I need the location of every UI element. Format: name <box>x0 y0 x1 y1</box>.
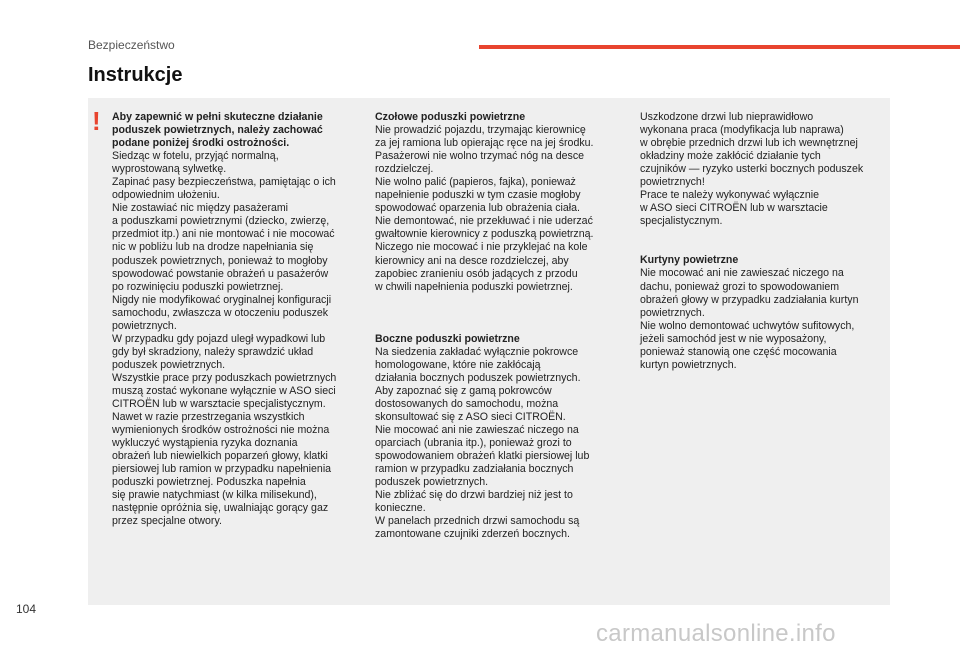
column-doors-curtains <box>640 111 896 372</box>
curtain-airbags-text: Nie mocować ani nie zawieszać niczego na dachu, ponieważ grozi to spowodowaniem obrażeń głowy w przypadku zadziałania kurtyn powietrznych. Nie wolno demontować uchwytów sufitowych, jeżeli samochód jest w nie wyposażony, ponieważ stanowią one część mocowania kurtyn powietrznych. <box>640 267 859 371</box>
precautions-heading: Aby zapewnić w pełni skuteczne działanie poduszek powietrznych, należy zachować podane poniżej środki ostrożności. <box>112 111 323 150</box>
column-precautions <box>112 111 368 529</box>
column-front-side-airbags <box>375 111 631 541</box>
front-airbags-text: Nie prowadzić pojazdu, trzymając kierownicę za jej ramiona lub opierając ręce na jej środku. Pasażerowi nie wolno trzymać nóg na desce rozdzielczej. Nie wolno palić (papieros, fajka), ponieważ napełnienie poduszki w tym czasie mogłoby spowodować oparzenia lub obrażenia ciała. Nie demontować, nie przekłuwać i nie uderzać gwałtownie kierownicy z poduszką powietrzną. Niczego nie mocować i nie przyklejać na kole kierownicy ani na desce rozdzielczej, aby zapobiec zranieniu osób jadących z przodu w chwili napełnienia poduszki powietrznej. <box>375 124 594 293</box>
page-title: Instrukcje <box>88 64 183 86</box>
header-accent-bar <box>479 45 960 49</box>
section-label: Bezpieczeństwo <box>88 38 175 52</box>
side-airbags-text: Na siedzenia zakładać wyłącznie pokrowce homologowane, które nie zakłócają działania bocznych poduszek powietrznych. Aby zapoznać się z gamą pokrowców dostosowanych do samochodu, można skonsultować się z ASO sieci CITROËN. Nie mocować ani nie zawieszać niczego na oparciach (ubrania itp.), ponieważ grozi to spowodowaniem obrażeń klatki piersiowej lub ramion w przypadku zadziałania bocznych poduszek powietrznych. Nie zbliżać się do drzwi bardziej niż jest to konieczne. W panelach przednich drzwi samochodu są zamontowane czujniki zderzeń bocznych. <box>375 345 590 541</box>
watermark-text: carmanualsonline.info <box>596 620 836 647</box>
page-number: 104 <box>16 602 37 616</box>
warning-exclamation-icon: ! <box>92 106 101 136</box>
side-airbags-heading: Boczne poduszki powietrzne <box>375 332 520 345</box>
front-airbags-heading: Czołowe poduszki powietrzne <box>375 111 526 123</box>
doors-text: Uszkodzone drzwi lub nieprawidłowo wykonana praca (modyfikacja lub naprawa) w obrębie przednich drzwi lub ich wewnętrznej okładziny może zakłócić działanie tych czujników — ryzyko usterki bocznych poduszek powietrznych! Prace te należy wykonywać wyłącznie w ASO sieci CITROËN lub w warsztacie specjalistycznym. <box>640 111 864 228</box>
curtain-airbags-heading: Kurtyny powietrzne <box>640 254 739 267</box>
precautions-text: Siedząc w fotelu, przyjąć normalną, wyprostowaną sylwetkę. Zapinać pasy bezpieczeństwa, pamiętając o ich odpowiednim ułożeniu. Nie zostawiać nic między pasażerami a poduszkami powietrznymi (dziecko, zwierzę, przedmiot itp.) ani nie montować i nie mocować nic w pobliżu lub na drodze napełniania się poduszek powietrznych, ponieważ to mogłoby spowodować powstanie obrażeń u pasażerów po rozwinięciu poduszki powietrznej. Nigdy nie modyfikować oryginalnej konfiguracji samochodu, zwłaszcza w otoczeniu poduszek powietrznych. W przypadku gdy pojazd uległ wypadkowi lub gdy był skradziony, należy sprawdzić układ poduszek powietrznych. Wszystkie prace przy poduszkach powietrznych muszą zostać wykonane wyłącznie w ASO sieci CITROËN lub w warsztacie specjalistycznym. Nawet w razie przestrzegania wszystkich wymienionych środków ostrożności nie można wykluczyć wystąpienia ryzyka doznania obrażeń lub niewielkich poparzeń głowy, klatki piersiowej lub ramion w przypadku napełnienia poduszki powietrznej. Poduszka napełnia się prawie natychmiast (w kilka milisekund), następnie opróżnia się, uwalniając gorący gaz przez specjalne otwory. <box>112 150 337 528</box>
